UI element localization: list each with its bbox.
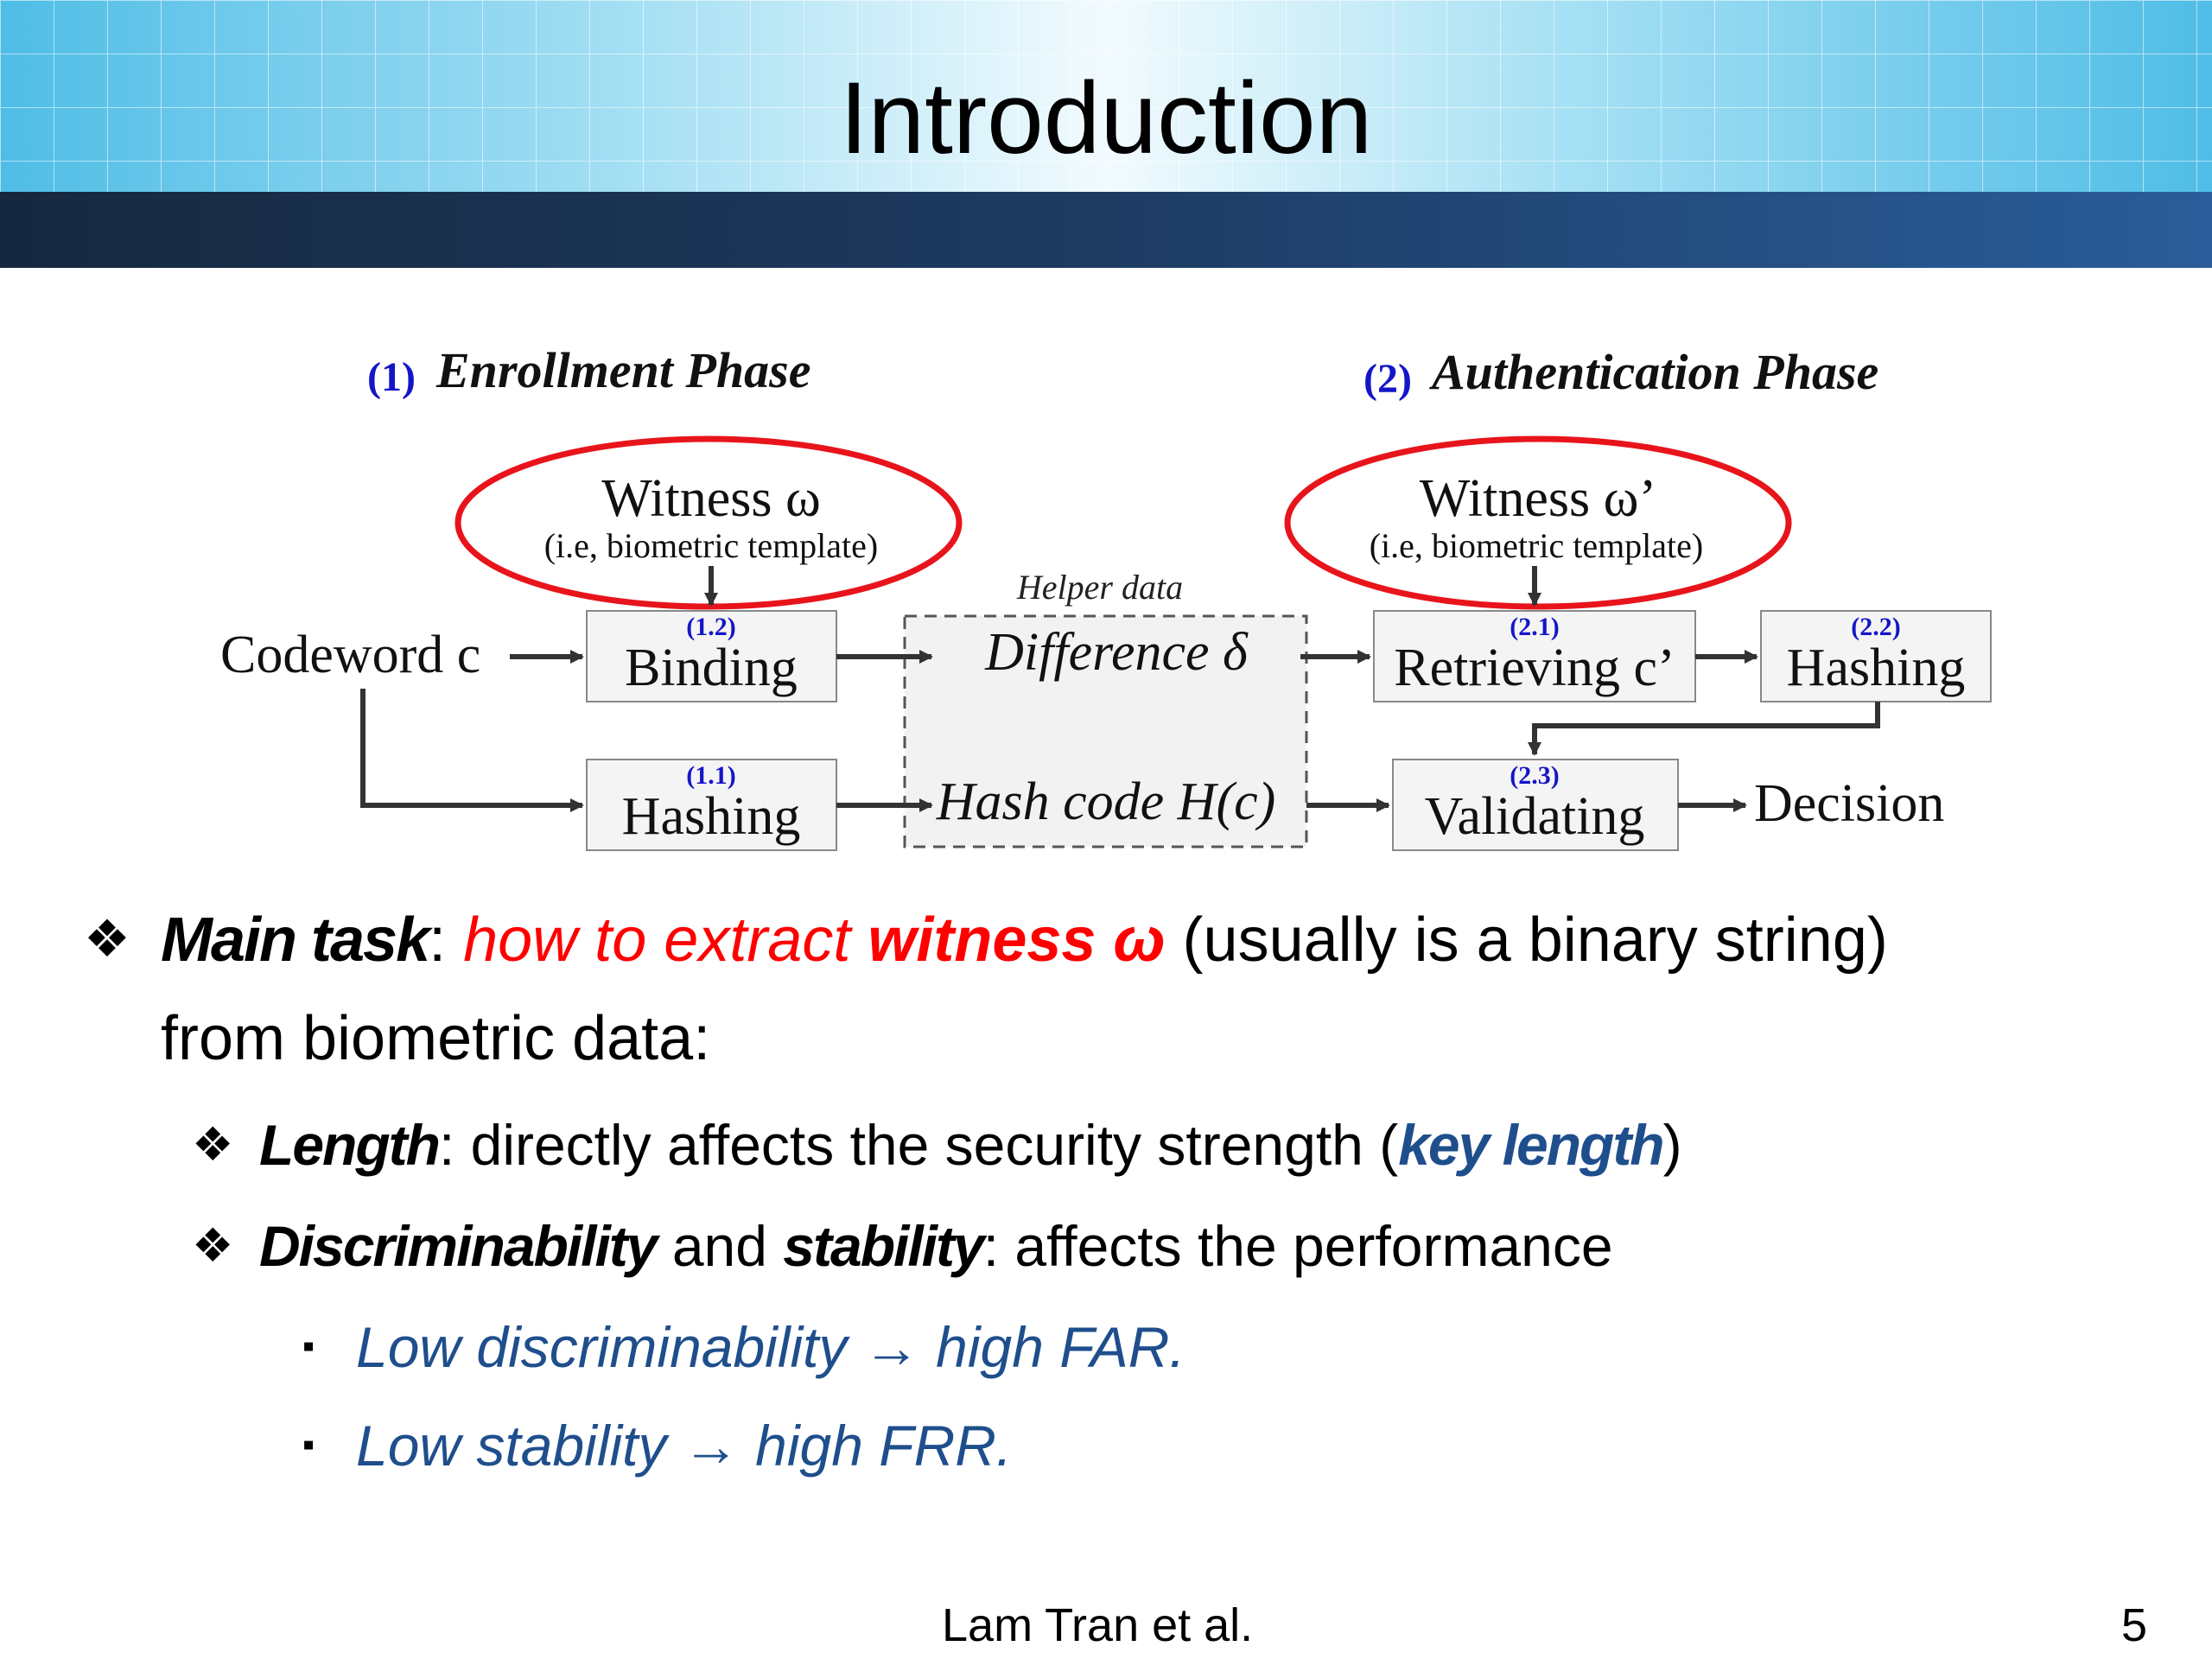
main-task-colon: : (429, 906, 464, 975)
hashing1-label: Hashing (621, 787, 801, 846)
biometric-crypto-diagram (0, 268, 2212, 873)
enrollment-phase-number: (1) (367, 354, 416, 400)
main-task-rest: (usually is a binary string) (1165, 906, 1888, 975)
sub-bullet-far: Low discriminability → high FAR. (356, 1315, 1185, 1379)
stability-label: stability (783, 1214, 983, 1278)
main-task-red-text: how to extract (463, 906, 868, 975)
length-text: : directly affects the security strength ( (438, 1113, 1399, 1177)
hashing2-label: Hashing (1786, 639, 1966, 697)
decision-label: Decision (1754, 774, 1945, 833)
main-task-witness: witness ω (868, 906, 1166, 975)
retrieving-step-number: (2.1) (1510, 613, 1560, 641)
slide-title: Introduction (839, 61, 1373, 175)
witness-prime-label: Witness ω’ (1419, 469, 1657, 528)
helper-data-label: Helper data (1016, 568, 1184, 607)
footer-author: Lam Tran et al. (942, 1599, 1254, 1651)
retrieving-label: Retrieving c’ (1394, 639, 1675, 697)
discriminability-line (259, 1214, 1613, 1278)
witness-prime-sublabel: (i.e, biometric template) (1369, 526, 1704, 565)
authentication-phase-label: Authentication Phase (1432, 344, 1879, 400)
enrollment-phase-label: Enrollment Phase (436, 342, 811, 398)
slide-header (0, 0, 2212, 268)
validating-label: Validating (1424, 787, 1645, 846)
hashing1-step-number: (1.1) (686, 761, 736, 790)
bullet-marker-sub2: ▪ (302, 1426, 315, 1464)
length-line (259, 1113, 1682, 1177)
bullet-marker-main: ❖ (84, 910, 130, 968)
witness-label: Witness ω (601, 469, 821, 528)
hash-code-label: Hash code H(c) (936, 772, 1276, 831)
difference-label: Difference δ (985, 623, 1248, 682)
codeword-label: Codeword c (220, 626, 481, 684)
discriminability-and: and (656, 1214, 784, 1278)
witness-sublabel: (i.e, biometric template) (543, 526, 879, 565)
main-task-label: Main task (161, 906, 429, 975)
key-length-text: key length (1398, 1113, 1663, 1177)
hashing2-step-number: (2.2) (1851, 613, 1901, 641)
page-number: 5 (2121, 1599, 2148, 1651)
discriminability-label: Discriminability (259, 1214, 657, 1278)
length-label: Length (259, 1113, 439, 1177)
validating-step-number: (2.3) (1510, 761, 1560, 790)
authentication-phase-number: (2) (1363, 356, 1412, 402)
sub-bullet-frr: Low stability → high FRR. (356, 1414, 1013, 1478)
main-task-line (161, 906, 1888, 975)
bullet-marker-discriminability: ❖ (192, 1220, 234, 1272)
binding-label: Binding (625, 639, 798, 697)
bullet-marker-sub1: ▪ (302, 1327, 315, 1365)
binding-step-number: (1.2) (686, 613, 736, 641)
length-close: ) (1662, 1113, 1682, 1177)
bullet-marker-length: ❖ (192, 1119, 234, 1171)
discriminability-text: : affects the performance (982, 1214, 1613, 1278)
main-task-line2: from biometric data: (161, 1004, 711, 1073)
